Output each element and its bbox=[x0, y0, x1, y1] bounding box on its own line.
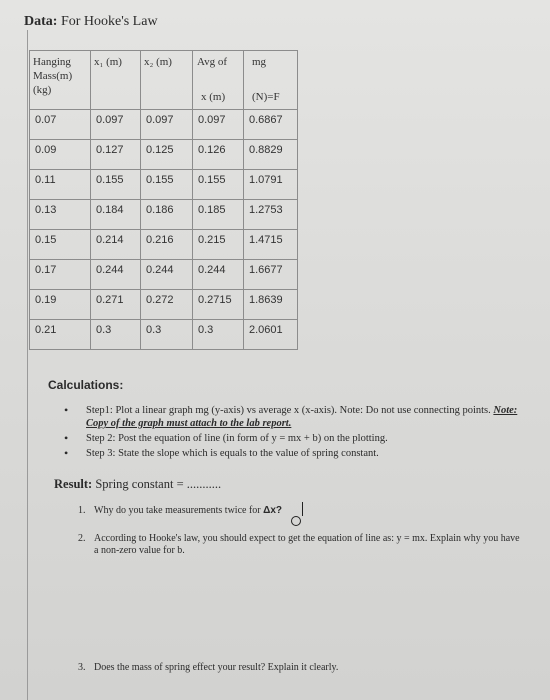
table-row bbox=[30, 170, 298, 200]
cell-mg: 1.8639 bbox=[249, 294, 283, 306]
header-mg-line2: (N)=F bbox=[252, 91, 280, 103]
cell-mg: 1.2753 bbox=[249, 204, 283, 216]
section-heading bbox=[24, 14, 158, 30]
circle-marker-icon bbox=[291, 516, 301, 526]
step-3-text: Step 3: State the slope which is equals to the value of spring constant. bbox=[86, 448, 379, 459]
heading-label: Data: bbox=[24, 14, 58, 29]
cell-x2: 0.125 bbox=[146, 144, 174, 156]
cell-x1: 0.184 bbox=[96, 204, 124, 216]
cell-avg: 0.126 bbox=[198, 144, 226, 156]
question-number: 2. bbox=[78, 533, 86, 544]
header-avg-line2: x (m) bbox=[201, 91, 226, 103]
result-line bbox=[54, 477, 221, 492]
list-item bbox=[64, 404, 524, 430]
result-text: Spring constant = ........... bbox=[95, 477, 222, 491]
cell-avg: 0.215 bbox=[198, 234, 226, 246]
cell-avg: 0.155 bbox=[198, 174, 226, 186]
question-number: 3. bbox=[78, 662, 86, 673]
cell-mass: 0.17 bbox=[35, 264, 57, 276]
cell-avg: 0.2715 bbox=[198, 294, 232, 306]
margin-rule bbox=[27, 30, 28, 700]
cell-avg: 0.185 bbox=[198, 204, 226, 216]
cell-mg: 2.0601 bbox=[249, 324, 283, 336]
cell-x2: 0.186 bbox=[146, 204, 174, 216]
cell-mg: 0.8829 bbox=[249, 144, 283, 156]
header-mass bbox=[30, 51, 91, 110]
cell-x1: 0.244 bbox=[96, 264, 124, 276]
cell-x2: 0.155 bbox=[146, 174, 174, 186]
hookes-law-data-table bbox=[29, 50, 298, 350]
cell-mass: 0.13 bbox=[35, 204, 57, 216]
header-x1-label: x₁ (m) bbox=[94, 56, 122, 68]
table-row bbox=[30, 140, 298, 170]
header-x2-label: x₂ (m) bbox=[144, 56, 172, 68]
question-1-text: Why do you take measurements twice for bbox=[94, 505, 261, 516]
question-3-text: Does the mass of spring effect your result? Explain it clearly. bbox=[94, 662, 339, 673]
cell-avg: 0.3 bbox=[198, 324, 214, 336]
cell-x1: 0.214 bbox=[96, 234, 124, 246]
cell-x2: 0.3 bbox=[146, 324, 162, 336]
cell-x1: 0.271 bbox=[96, 294, 124, 306]
question-number: 1. bbox=[78, 505, 86, 516]
list-item bbox=[64, 447, 524, 460]
bullet-icon: • bbox=[64, 446, 69, 460]
cell-mg: 1.0791 bbox=[249, 174, 283, 186]
table-row bbox=[30, 200, 298, 230]
cell-avg: 0.244 bbox=[198, 264, 226, 276]
cell-x2: 0.244 bbox=[146, 264, 174, 276]
table-header-row bbox=[30, 51, 298, 110]
table-row bbox=[30, 230, 298, 260]
heading-title: For Hooke's Law bbox=[60, 14, 158, 29]
question-2-text: According to Hooke's law, you should expect to get the equation of line as: y = mx. Explain why you have a non-zero value for b. bbox=[94, 533, 520, 556]
cell-avg: 0.097 bbox=[198, 114, 226, 126]
list-item bbox=[78, 505, 524, 517]
cell-mass: 0.09 bbox=[35, 144, 57, 156]
cell-mass: 0.07 bbox=[35, 114, 57, 126]
header-x2 bbox=[141, 51, 193, 110]
cell-x1: 0.3 bbox=[96, 324, 112, 336]
calculations-title: Calculations: bbox=[48, 378, 124, 392]
step-1-text: Step1: Plot a linear graph mg (y-axis) vs average x (x-axis). Note: Do not use connecting points. bbox=[86, 405, 491, 416]
cell-mass: 0.21 bbox=[35, 324, 57, 336]
cell-x2: 0.216 bbox=[146, 234, 174, 246]
calculation-steps bbox=[64, 404, 524, 462]
result-label: Result: bbox=[54, 477, 93, 491]
table-row bbox=[30, 260, 298, 290]
text-cursor-icon bbox=[302, 502, 303, 516]
cell-x2: 0.097 bbox=[146, 114, 174, 126]
cell-mass: 0.11 bbox=[35, 174, 56, 186]
cell-mass: 0.19 bbox=[35, 294, 57, 306]
delta-x-symbol: Δx? bbox=[263, 505, 282, 516]
header-x1 bbox=[91, 51, 141, 110]
header-mass-line2: Mass(m) bbox=[33, 70, 73, 82]
step-2-text: Step 2: Post the equation of line (in form of y = mx + b) on the plotting. bbox=[86, 433, 388, 444]
table-row bbox=[30, 320, 298, 350]
bullet-icon: • bbox=[64, 403, 69, 417]
cell-mg: 0.6867 bbox=[249, 114, 283, 126]
cell-x1: 0.127 bbox=[96, 144, 124, 156]
cell-mass: 0.15 bbox=[35, 234, 57, 246]
cell-mg: 1.4715 bbox=[249, 234, 283, 246]
bullet-icon: • bbox=[64, 431, 69, 445]
list-item bbox=[64, 432, 524, 445]
list-item bbox=[78, 662, 524, 674]
table-row bbox=[30, 110, 298, 140]
header-mass-line1: Hanging bbox=[33, 56, 71, 68]
graph-note: Note: Copy of the graph must attach to the lab report. bbox=[86, 405, 518, 429]
cell-x1: 0.155 bbox=[96, 174, 124, 186]
cell-x1: 0.097 bbox=[96, 114, 124, 126]
header-mg bbox=[244, 51, 298, 110]
header-mg-line1: mg bbox=[252, 56, 267, 68]
header-avg bbox=[193, 51, 244, 110]
header-avg-line1: Avg of bbox=[197, 56, 228, 68]
cell-x2: 0.272 bbox=[146, 294, 174, 306]
list-item bbox=[78, 533, 524, 557]
cell-mg: 1.6677 bbox=[249, 264, 283, 276]
table-row bbox=[30, 290, 298, 320]
header-mass-line3: (kg) bbox=[33, 84, 52, 96]
